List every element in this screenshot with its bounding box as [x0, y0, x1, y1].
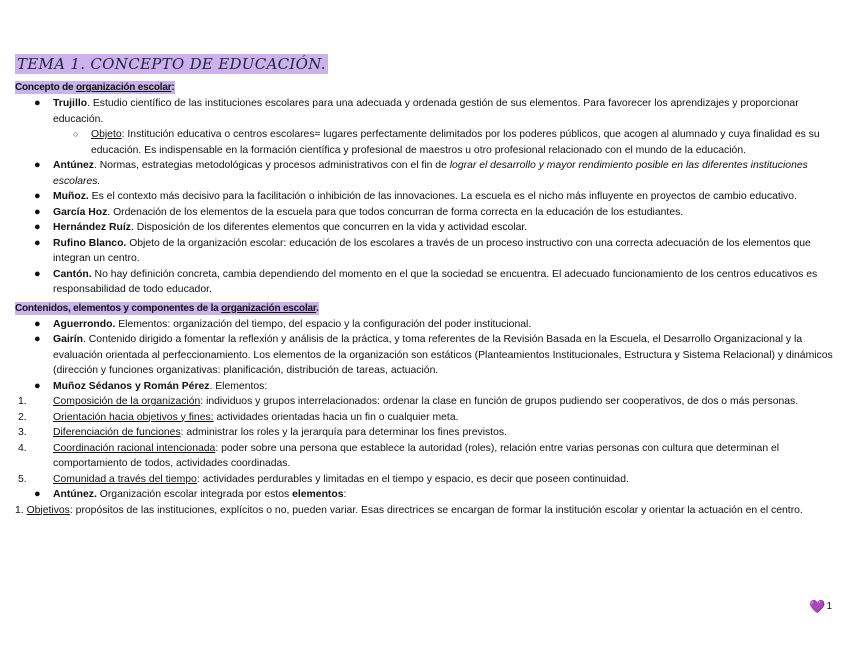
bullet-icon: ● — [34, 221, 41, 233]
page-title: TEMA 1. CONCEPTO DE EDUCACIÓN. — [17, 55, 326, 73]
section-heading-concepto: Concepto de organización escolar: — [15, 82, 175, 93]
numbered-item: 2. Orientación hacia objetivos y fines: actividades orientadas hacia un fin o cualquier meta. — [18, 411, 459, 423]
list-item-antunez: ● Antúnez. Normas, estrategias metodológicas y procesos administrativos con el fin de lograr el desarrollo y mayor rendimiento posible en las diferentes instituciones escolares. — [34, 159, 808, 187]
numbered-item: 5. Comunidad a través del tiempo: actividades perdurables y limitadas en el tiempo y espacio, es decir que poseen continuidad. — [18, 473, 629, 485]
document-page — [15, 54, 833, 518]
list-item-hernandez-ruiz: ● Hernández Ruíz. Disposición de los diferentes elementos que concurren en la vida y actividad escolar. — [15, 220, 833, 236]
page-number: 1 — [826, 601, 832, 612]
list-item-gairin: ● Gairín. Contenido dirigido a fomentar la reflexión y análisis de la práctica, y toma referentes de la Revisión Basada en la Escuela, el Desarrollo Organizacional y la evaluación orientada al perfeccionamiento. Los elementos de la organización son estáticos (Planteamientos Institucionales, Estructura y Sistema Relacional) y dinámicos (dirección y funciones organizativas: planificación, distribución de tareas, actuación. — [34, 333, 833, 376]
sub-item-objeto: ○ Objeto: Institución educativa o centros escolares= lugares perfectamente delimitados por los poderes públicos, que acogen al alumnado y cuya finalidad es su educación. Es indispensable en la formación científica y profesional de maestros u otro profesional relacionado con el mundo de la educación. — [73, 129, 820, 156]
numbered-item: 3. Diferenciación de funciones: administrar los roles y la jerarquía para determinar los fines previstos. — [18, 427, 507, 438]
heart-icon: 💜 — [809, 599, 826, 614]
numbered-item: 1. Composición de la organización: individuos y grupos interrelacionados: ordenar la clase en función de grupos pudiendo ser cooperativos, de dos o más personas. — [18, 396, 799, 407]
bullet-icon: ● — [34, 333, 41, 345]
bullet-icon: ● — [34, 317, 41, 330]
bullet-icon: ● — [34, 159, 41, 171]
bullet-icon: ● — [34, 236, 41, 249]
list-item-trujillo: ● Trujillo. Estudio científico de las instituciones escolares para una adecuada y ordenada gestión de sus elementos. Para favorecer los aprendizajes y proporcionar educación. — [34, 97, 799, 125]
bullet-icon: ● — [34, 190, 41, 202]
bullet-icon: ● — [34, 97, 41, 109]
bullet-icon: ● — [34, 488, 41, 500]
paragraph-objetivos: 1. Objetivos: propósitos de las instituciones, explícitos o no, pueden variar. Esas directrices se encargan de formar la institución escolar y orientar la actuación en el centro. — [15, 504, 803, 516]
list-item-aguerrondo: ● Aguerrondo. Elementos: organización del tiempo, del espacio y la configuración del poder institucional. — [15, 317, 833, 333]
list-item-rufino-blanco: ● Rufino Blanco. Objeto de la organización escolar: educación de los escolares a través de un proceso instructivo con una correcta adecuación de los elementos que integran un centro. — [34, 236, 811, 264]
list-item-antunez-elementos: ● Antúnez. Organización escolar integrada por estos elementos: — [15, 487, 833, 503]
hollow-bullet-icon: ○ — [73, 129, 79, 139]
bullet-icon: ● — [34, 267, 41, 280]
section-heading-contenidos: Contenidos, elementos y componentes de la organización escolar. — [15, 302, 319, 314]
bullet-icon: ● — [34, 205, 41, 218]
list-item-garcia-hoz: ● García Hoz. Ordenación de los elementos de la escuela para que todos concurran de forma correcta en la educación de los estudiantes. — [15, 205, 833, 221]
list-item-munoz-sedanos: ● Muñoz Sédanos y Román Pérez. Elementos: — [15, 379, 833, 395]
bullet-icon: ● — [34, 379, 41, 392]
list-item-munoz: ● Muñoz. Es el contexto más decisivo para la facilitación o inhibición de las innovaciones. La escuela es el nicho más influyente en proyectos de cambio educativo. — [15, 189, 833, 205]
list-item-canton: ● Cantón. No hay definición concreta, cambia dependiendo del momento en el que la sociedad se encuentra. El adecuado funcionamiento de los centros educativos es responsabilidad de todo educador. — [34, 267, 818, 295]
numbered-item: 4. Coordinación racional intencionada: poder sobre una persona que establece la autoridad (roles), relación entre varias personas con cultura que determinan el comportamiento de todos, actividades coordinadas. — [18, 442, 780, 469]
page-footer — [809, 600, 832, 613]
